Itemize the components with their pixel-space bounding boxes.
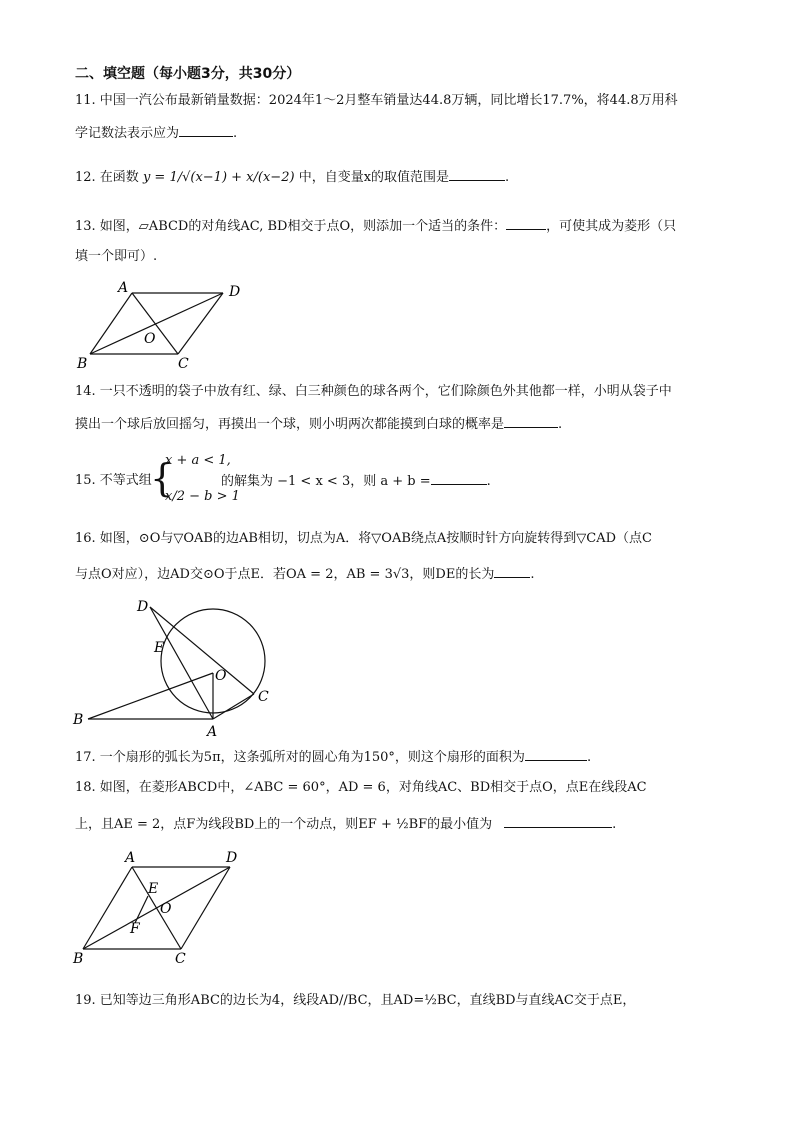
q13-line1 [75, 217, 676, 236]
q18-label-o: O [160, 901, 172, 917]
q17-text: 17. 一个扇形的弧长为5π，这条弧所对的圆心角为150°，则这个扇形的面积为 [75, 750, 525, 765]
q13-text-after: ，可使其成为菱形（只 [546, 219, 677, 234]
q13-edge-cd [178, 293, 223, 354]
q14-text: 摸出一个球后放回摇匀，再摸出一个球，则小明两次都能摸到白球的概率是 [75, 417, 505, 432]
q13-label-d: D [229, 284, 241, 300]
q12-suffix: 中，自变量x的取值范围是 [298, 170, 450, 185]
q12-line [75, 168, 509, 187]
q18-label-e: E [148, 881, 159, 897]
q17-end: . [586, 750, 592, 765]
q13-diagonal-bd [90, 293, 223, 354]
q13-line2: 填一个即可）. [75, 249, 158, 264]
q12-formula: y = 1/√(x−1) + x/(x−2) [142, 170, 295, 185]
q16-label-b: B [73, 712, 84, 728]
q11-answer-blank[interactable] [179, 124, 233, 137]
q18-label-f: F [130, 921, 140, 937]
q16-end: . [530, 567, 535, 582]
q14-answer-blank[interactable] [504, 415, 558, 428]
q14-line1: 14. 一只不透明的袋子中放有红、绿、白三种颜色的球各两个，它们除颜色外其他都一样，小明从袋子中 [75, 384, 672, 399]
q13-label-c: C [178, 356, 189, 372]
q16-figure-circle [70, 595, 290, 740]
q18-label-a: A [125, 850, 136, 866]
q18-diagonal-bd [83, 867, 230, 949]
q17-answer-blank[interactable] [525, 748, 587, 761]
q18-text: 上，且AE = 2，点F为线段BD上的一个动点，则EF + ½BF的最小值为 [75, 817, 493, 832]
q18-label-d: D [226, 850, 238, 866]
q15-prefix: 15. 不等式组 [75, 473, 152, 488]
q13-label-a: A [118, 280, 129, 296]
q16-label-a: A [207, 724, 218, 740]
q16-answer-blank[interactable] [494, 565, 530, 578]
q18-edge-ab [83, 867, 132, 949]
q15-answer-blank[interactable] [431, 472, 487, 485]
q11-text: 学记数法表示应为 [75, 126, 180, 141]
q11-line2 [75, 124, 237, 143]
q15-brace: { [150, 456, 175, 500]
q12-prefix: 12. 在函数 [75, 170, 139, 185]
section-title: 二、填空题（每小题3分，共30分） [75, 66, 301, 82]
q18-label-b: B [73, 951, 84, 967]
q16-text: 与点O对应），边AD交⊙O于点E．若OA = 2，AB = 3√3，则DE的长为 [75, 567, 495, 582]
q17-line [75, 748, 591, 767]
q16-segment-bo [88, 673, 213, 719]
q12-answer-blank[interactable] [449, 168, 505, 181]
q18-label-c: C [175, 951, 186, 967]
q13-label-o: O [144, 331, 156, 347]
q12-end: . [505, 170, 510, 185]
q13-text: 13. 如图，▱ABCD的对角线AC, BD相交于点O，则添加一个适当的条件： [75, 219, 507, 234]
q18-line2 [75, 815, 616, 834]
q18-end: . [612, 817, 617, 832]
q14-line2 [75, 415, 562, 434]
q16-segment-ac [213, 694, 254, 719]
q11-end: . [233, 126, 238, 141]
q19-line1: 19. 已知等边三角形ABC的边长为4，线段AD//BC，且AD=½BC，直线BD与直线AC交于点E， [75, 993, 636, 1008]
q13-label-b: B [77, 356, 88, 372]
q18-answer-blank[interactable] [504, 815, 612, 828]
q18-line1: 18. 如图，在菱形ABCD中，∠ABC = 60°，AD = 6，对角线AC、BD相交于点O，点E在线段AC [75, 780, 647, 795]
q16-label-e: E [154, 640, 165, 656]
q16-label-d: D [137, 599, 149, 615]
q13-figure-parallelogram [70, 278, 260, 374]
q15-ineq2: x/2 − b > 1 [165, 489, 240, 504]
q14-end: . [558, 417, 563, 432]
q15-middle-line [221, 472, 491, 491]
q15-ineq1: x + a < 1, [165, 453, 231, 468]
q16-label-c: C [258, 689, 269, 705]
q15-end: . [486, 474, 491, 489]
q16-line2 [75, 565, 534, 584]
q13-answer-blank[interactable] [506, 217, 546, 230]
q11-line1: 11. 中国一汽公布最新销量数据：2024年1～2月整车销量达44.8万辆，同比增长17.7%，将44.8万用科 [75, 93, 678, 108]
q16-label-o: O [215, 668, 227, 684]
q18-edge-cd [181, 867, 230, 949]
q18-segment-ef [135, 896, 148, 923]
q15-middle: 的解集为 −1 < x < 3，则 a + b = [221, 474, 431, 489]
q18-figure-rhombus [70, 845, 260, 970]
q16-line1: 16. 如图，⊙O与▽OAB的边AB相切，切点为A．将▽OAB绕点A按顺时针方向旋转得到▽CAD（点C [75, 531, 652, 546]
